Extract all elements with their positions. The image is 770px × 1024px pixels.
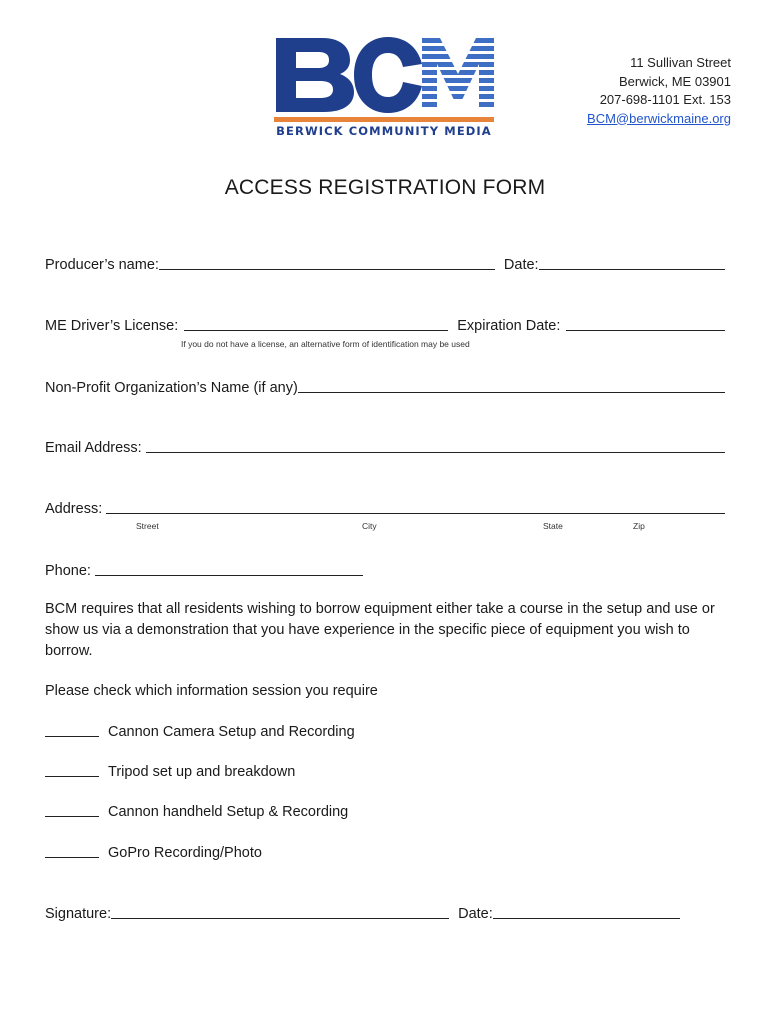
- phone-field[interactable]: [95, 561, 363, 576]
- signature-field[interactable]: [111, 904, 449, 919]
- address-city-caption: City: [362, 521, 377, 531]
- contact-phone: 207-698-1101 Ext. 153: [599, 92, 731, 107]
- address-label: Address:: [45, 501, 103, 517]
- session-item: [45, 843, 262, 861]
- row-address: [45, 499, 725, 517]
- logo-subtitle: BERWICK COMMUNITY MEDIA: [276, 124, 492, 138]
- session-checkbox-blank[interactable]: [45, 802, 99, 817]
- row-nonprofit: [45, 378, 725, 396]
- row-license: [45, 316, 725, 334]
- row-email: [45, 438, 725, 456]
- date-label: Date:: [503, 257, 539, 273]
- contact-city: Berwick, ME 03901: [619, 73, 731, 89]
- bcm-logo-graphic: [272, 34, 496, 124]
- row-producer: [45, 255, 725, 273]
- expiration-label: Expiration Date:: [457, 318, 561, 334]
- signature-date-field[interactable]: [493, 904, 680, 919]
- session-label: Tripod set up and breakdown: [108, 764, 296, 780]
- session-label: Cannon Camera Setup and Recording: [108, 724, 355, 740]
- nonprofit-field[interactable]: [298, 378, 725, 393]
- session-label: Cannon handheld Setup & Recording: [108, 804, 349, 820]
- address-street-caption: Street: [136, 521, 159, 531]
- address-field[interactable]: [106, 499, 725, 514]
- session-checkbox-blank[interactable]: [45, 762, 99, 777]
- expiration-field[interactable]: [566, 316, 725, 331]
- nonprofit-label: Non-Profit Organization’s Name (if any): [45, 380, 298, 396]
- address-state-caption: State: [543, 521, 563, 531]
- license-note: If you do not have a license, an alternative form of identification may be used: [181, 339, 470, 349]
- contact-street: 11 Sullivan Street: [630, 55, 731, 70]
- date-field[interactable]: [539, 255, 725, 270]
- session-checkbox-blank[interactable]: [45, 722, 99, 737]
- contact-block: [587, 54, 731, 128]
- email-label: Email Address:: [45, 440, 142, 456]
- license-label: ME Driver’s License:: [45, 318, 179, 334]
- signature-date-label: Date:: [458, 906, 493, 922]
- session-item: [45, 722, 355, 740]
- contact-email-link[interactable]: BCM@berwickmaine.org: [587, 110, 731, 126]
- row-phone: [45, 561, 363, 579]
- row-signature: [45, 904, 680, 922]
- form-title: ACCESS REGISTRATION FORM: [224, 176, 546, 199]
- bcm-logo: [272, 34, 496, 142]
- signature-label: Signature:: [45, 906, 112, 922]
- address-zip-caption: Zip: [633, 521, 645, 531]
- sessions-prompt: Please check which information session you require: [45, 683, 378, 699]
- session-checkbox-blank[interactable]: [45, 843, 99, 858]
- session-label: GoPro Recording/Photo: [108, 845, 262, 861]
- producer-name-label: Producer’s name:: [45, 257, 159, 273]
- phone-label: Phone:: [45, 563, 91, 579]
- email-field[interactable]: [146, 438, 725, 453]
- session-item: [45, 802, 348, 820]
- producer-name-field[interactable]: [159, 255, 495, 270]
- session-item: [45, 762, 295, 780]
- requirement-paragraph: BCM requires that all residents wishing to borrow equipment either take a course in the setup and use or show us via a demonstration that you have experience in the specific piece of equipment you wish to borrow.: [45, 601, 715, 659]
- license-field[interactable]: [184, 316, 448, 331]
